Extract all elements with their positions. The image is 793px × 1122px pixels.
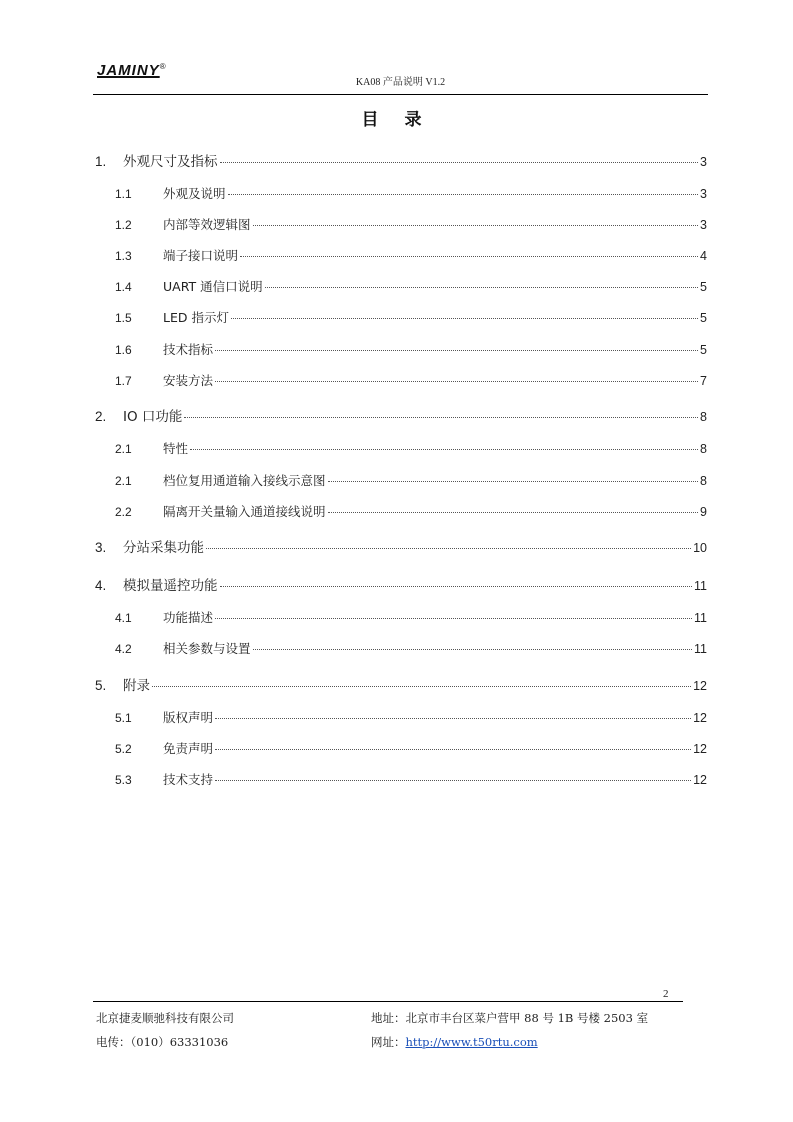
toc-entry-number: 1.5 xyxy=(115,311,132,325)
toc-entry-number: 4.2 xyxy=(115,642,132,656)
toc-entry-page: 12 xyxy=(693,773,707,787)
footer-website xyxy=(371,1034,538,1050)
toc-entry-number: 2. xyxy=(95,409,107,424)
toc-entry-number: 1.1 xyxy=(115,187,132,201)
toc-entry-number: 5.1 xyxy=(115,711,132,725)
toc-entry-number: 2.1 xyxy=(115,474,132,488)
toc-entry-label: 外观及说明 xyxy=(163,186,226,201)
toc-dot-leader xyxy=(215,749,691,750)
toc-entry-number: 3. xyxy=(95,540,107,555)
toc-entry-label: 端子接口说明 xyxy=(163,248,239,263)
toc-dot-leader xyxy=(215,350,698,351)
toc-entry-page: 3 xyxy=(700,218,707,232)
toc-entry[interactable] xyxy=(93,536,707,556)
toc-entry-number: 2.2 xyxy=(115,505,132,519)
toc-entry-label: 附录 xyxy=(123,678,150,694)
toc-entry[interactable] xyxy=(93,439,707,457)
toc-entry-page: 9 xyxy=(700,505,707,519)
toc-entry-label: 版权声明 xyxy=(163,710,214,725)
toc-dot-leader xyxy=(253,649,693,650)
toc-dot-leader xyxy=(253,225,699,226)
toc-dot-leader xyxy=(215,780,691,781)
toc-entry-number: 1.7 xyxy=(115,374,132,388)
toc-dot-leader xyxy=(220,586,693,587)
toc-dot-leader xyxy=(228,194,699,195)
toc-entry-page: 11 xyxy=(694,642,707,656)
toc-entry-label: 分站采集功能 xyxy=(123,540,204,556)
toc-entry-label: 相关参数与设置 xyxy=(163,641,251,656)
toc-entry[interactable] xyxy=(93,405,707,425)
toc-entry-number: 1.4 xyxy=(115,280,132,294)
toc-entry-label: UART 通信口说明 xyxy=(163,279,263,294)
toc-entry-page: 7 xyxy=(700,374,707,388)
toc-dot-leader xyxy=(206,548,691,549)
toc-entry[interactable] xyxy=(93,770,707,788)
toc-dot-leader xyxy=(190,449,698,450)
page-header xyxy=(93,62,708,95)
toc-entry-page: 8 xyxy=(700,410,707,424)
toc-dot-leader xyxy=(215,618,692,619)
toc-entry[interactable] xyxy=(93,215,707,233)
footer-address: 地址：北京市丰台区菜户营甲 88 号 1B 号楼 2503 室 xyxy=(371,1011,649,1025)
toc-entry[interactable] xyxy=(93,308,707,326)
toc-entry-number: 4.1 xyxy=(115,611,132,625)
toc-entry-page: 11 xyxy=(694,579,707,593)
toc-entry-page: 10 xyxy=(693,541,707,555)
toc-entry-label: 功能描述 xyxy=(163,610,214,625)
toc-entry-label: 模拟量遥控功能 xyxy=(123,578,218,594)
toc-entry-page: 5 xyxy=(700,343,707,357)
toc-entry-label: LED 指示灯 xyxy=(163,310,229,325)
footer-website-link[interactable]: http://www.t50rtu.com xyxy=(405,1035,538,1049)
toc-entry[interactable] xyxy=(93,150,707,170)
toc-entry-label: 内部等效逻辑图 xyxy=(163,217,251,232)
toc-entry[interactable] xyxy=(93,371,707,389)
toc-dot-leader xyxy=(231,318,698,319)
toc-entry[interactable] xyxy=(93,502,707,520)
toc-entry-number: 1.3 xyxy=(115,249,132,263)
toc-entry[interactable] xyxy=(93,246,707,264)
toc-dot-leader xyxy=(240,256,698,257)
header-title: KA08 产品说明 V1.2 xyxy=(355,77,446,88)
toc-entry-number: 5.2 xyxy=(115,742,132,756)
toc-entry-label: 特性 xyxy=(163,441,189,456)
toc-entry-label: 外观尺寸及指标 xyxy=(123,154,218,170)
toc-entry-page: 8 xyxy=(700,442,707,456)
toc-entry[interactable] xyxy=(93,674,707,694)
toc-dot-leader xyxy=(328,481,699,482)
toc-entry-label: IO 口功能 xyxy=(123,409,183,425)
toc-entry-number: 5.3 xyxy=(115,773,132,787)
toc-entry[interactable] xyxy=(93,574,707,594)
footer-phone: 电传：（010）63331036 xyxy=(96,1035,229,1049)
toc-entry-page: 5 xyxy=(700,280,707,294)
toc-dot-leader xyxy=(184,417,698,418)
toc-entry-page: 3 xyxy=(700,155,707,169)
footer-website-label: 网址： xyxy=(371,1035,406,1049)
toc-entry-label: 档位复用通道输入接线示意图 xyxy=(163,473,326,488)
toc-entry[interactable] xyxy=(93,639,707,657)
toc-entry[interactable] xyxy=(93,184,707,202)
toc-entry[interactable] xyxy=(93,277,707,295)
toc-entry-number: 1.6 xyxy=(115,343,132,357)
toc-entry-number: 2.1 xyxy=(115,442,132,456)
footer-divider xyxy=(93,1001,683,1002)
toc-entry-page: 12 xyxy=(693,679,707,693)
toc-title: 目 录 xyxy=(361,110,432,130)
toc-entry-number: 1. xyxy=(95,154,107,169)
toc-entry-page: 12 xyxy=(693,711,707,725)
toc-entry[interactable] xyxy=(93,608,707,626)
toc-entry-number: 1.2 xyxy=(115,218,132,232)
toc-entry-page: 12 xyxy=(693,742,707,756)
toc-dot-leader xyxy=(328,512,699,513)
toc-entry-number: 4. xyxy=(95,578,107,593)
footer-company: 北京捷麦顺驰科技有限公司 xyxy=(96,1011,234,1025)
toc-entry-number: 5. xyxy=(95,678,107,693)
toc-entry-label: 免责声明 xyxy=(163,741,214,756)
toc-entry-page: 4 xyxy=(700,249,707,263)
toc-entry-page: 11 xyxy=(694,611,707,625)
toc-dot-leader xyxy=(215,718,691,719)
toc-entry-label: 安装方法 xyxy=(163,373,214,388)
toc-entry-page: 8 xyxy=(700,474,707,488)
toc-entry[interactable] xyxy=(93,471,707,489)
toc-entry-label: 技术指标 xyxy=(163,342,214,357)
toc-entry[interactable] xyxy=(93,340,707,358)
toc-dot-leader xyxy=(215,381,698,382)
toc-entry-label: 技术支持 xyxy=(163,772,214,787)
toc-entry-page: 5 xyxy=(700,311,707,325)
toc-entry-page: 3 xyxy=(700,187,707,201)
toc-dot-leader xyxy=(152,686,691,687)
toc-entry[interactable] xyxy=(93,708,707,726)
page-number: 2 xyxy=(663,988,669,1000)
toc-entry[interactable] xyxy=(93,739,707,757)
toc-dot-leader xyxy=(265,287,698,288)
toc-dot-leader xyxy=(220,162,699,163)
company-logo: JAMINY® xyxy=(97,62,167,79)
toc-entry-label: 隔离开关量输入通道接线说明 xyxy=(163,504,326,519)
